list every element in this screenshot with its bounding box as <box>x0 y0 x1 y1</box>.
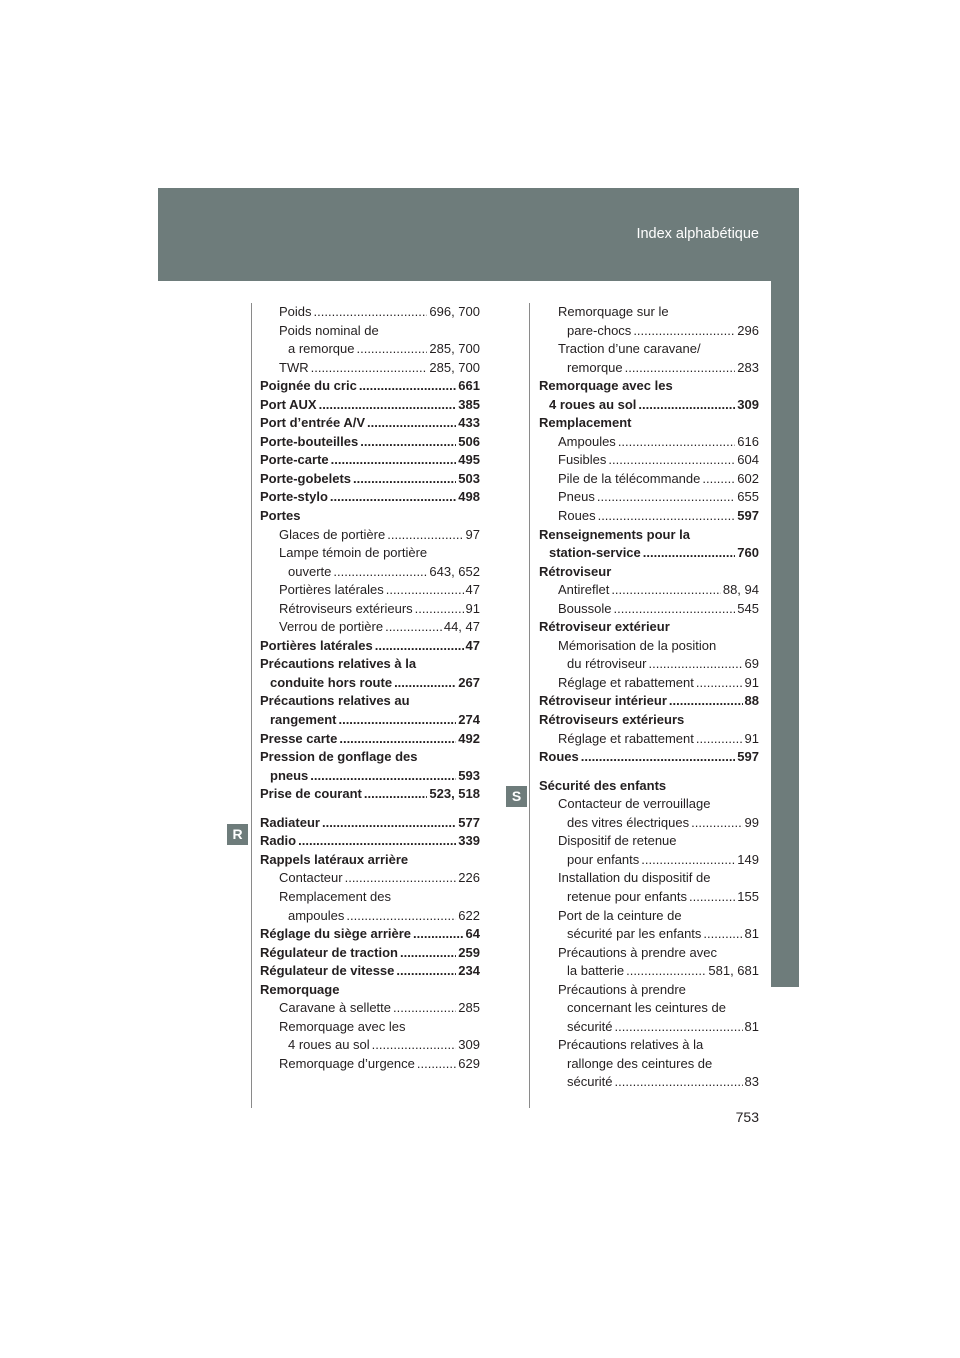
entry-text: Contacteur <box>279 870 343 886</box>
entry-text: retenue pour enfants <box>567 888 687 904</box>
entry-page: 69 <box>744 656 759 672</box>
entry-text: Régulateur de traction <box>260 944 398 960</box>
index-entry <box>260 981 480 1000</box>
dot-leader <box>385 618 442 637</box>
index-entry <box>539 340 759 359</box>
dot-leader <box>625 359 736 378</box>
entry-page: 385 <box>458 396 480 412</box>
index-entry <box>539 581 759 600</box>
entry-text: ampoules <box>288 907 345 923</box>
dot-leader <box>415 600 464 619</box>
entry-text: la batterie <box>567 963 625 979</box>
entry-text: sécurité <box>567 1018 613 1034</box>
dot-leader <box>394 674 456 693</box>
entry-text: Verrou de portière <box>279 619 384 635</box>
dot-leader <box>364 785 428 804</box>
entry-text: Porte-carte <box>260 452 329 468</box>
entry-page: 545 <box>737 600 759 616</box>
entry-text: a remorque <box>288 341 355 357</box>
entry-page: 506 <box>458 433 480 449</box>
entry-page: 696, 700 <box>429 304 480 319</box>
dot-leader <box>393 999 456 1018</box>
index-entry <box>260 674 480 693</box>
entry-text: Dispositif de retenue <box>558 833 677 849</box>
letter-badge-s: S <box>506 786 527 807</box>
index-entry <box>539 962 759 981</box>
dot-leader <box>638 396 735 415</box>
entry-text: Pneus <box>558 489 595 505</box>
entry-text: Précautions à prendre avec <box>558 944 717 960</box>
entry-text: Poids nominal de <box>279 322 379 338</box>
dot-leader <box>360 433 456 452</box>
entry-text: Régulateur de vitesse <box>260 963 395 979</box>
index-entry <box>260 748 480 767</box>
entry-page: 267 <box>458 674 480 690</box>
entry-page: 495 <box>458 452 480 468</box>
dot-leader <box>339 730 456 749</box>
index-entry <box>539 322 759 341</box>
index-entry <box>539 377 759 396</box>
entry-text: Presse carte <box>260 730 338 746</box>
entry-page: 47 <box>465 637 480 653</box>
entry-text: Rétroviseur intérieur <box>539 693 667 709</box>
entry-text: Radio <box>260 833 297 849</box>
dot-leader <box>298 832 456 851</box>
entry-page: 81 <box>744 1018 759 1034</box>
entry-page: 91 <box>465 600 480 616</box>
index-entry <box>260 303 480 322</box>
index-entry <box>539 1018 759 1037</box>
dot-leader <box>319 396 457 415</box>
dot-leader <box>615 1073 743 1092</box>
entry-page: 226 <box>458 870 480 886</box>
index-entry <box>260 730 480 749</box>
entry-text: Installation du dispositif de <box>558 870 711 886</box>
index-entry <box>260 711 480 730</box>
dot-leader <box>387 526 463 545</box>
entry-text: Porte-stylo <box>260 489 328 505</box>
dot-leader <box>633 322 735 341</box>
index-column-left <box>260 303 480 1073</box>
entry-page: 44, 47 <box>443 619 480 635</box>
index-entry <box>260 618 480 637</box>
entry-text: Réglage et rabattement <box>558 730 694 746</box>
dot-leader <box>314 303 428 322</box>
page-number: 753 <box>735 1109 759 1125</box>
index-entry <box>260 563 480 582</box>
entry-page: 492 <box>458 730 480 746</box>
entry-page: 655 <box>737 489 759 505</box>
index-entry <box>260 832 480 851</box>
dot-leader <box>367 414 456 433</box>
entry-text: concernant les ceintures de <box>567 1000 726 1016</box>
entry-text: conduite hors route <box>270 674 393 690</box>
index-entry <box>539 618 759 637</box>
entry-text: Remorquage <box>260 981 340 997</box>
entry-page: 285 <box>458 1000 480 1016</box>
entry-text: Traction d’une caravane/ <box>558 341 701 357</box>
index-entry <box>539 711 759 730</box>
index-entry <box>539 674 759 693</box>
index-entry <box>260 414 480 433</box>
index-entry <box>260 488 480 507</box>
entry-page: 577 <box>458 814 480 830</box>
dot-leader <box>322 814 456 833</box>
index-entry <box>539 396 759 415</box>
entry-page: 285, 700 <box>429 341 480 357</box>
entry-text: Port de la ceinture de <box>558 907 682 923</box>
dot-leader <box>702 470 735 489</box>
dot-leader <box>310 767 456 786</box>
index-entry <box>539 814 759 833</box>
dot-leader <box>331 451 457 470</box>
index-entry <box>260 1036 480 1055</box>
entry-page: 593 <box>458 767 480 783</box>
entry-text: Poids <box>279 304 312 319</box>
index-entry <box>539 507 759 526</box>
entry-text: Boussole <box>558 600 612 616</box>
index-entry <box>260 814 480 833</box>
entry-text: Caravane à sellette <box>279 1000 392 1016</box>
entry-text: Porte-bouteilles <box>260 433 359 449</box>
entry-text: Renseignements pour la <box>539 526 690 542</box>
index-entry <box>260 907 480 926</box>
index-entry <box>539 1073 759 1092</box>
entry-page: 629 <box>458 1055 480 1071</box>
index-entry <box>260 544 480 563</box>
entry-page: 433 <box>458 415 480 431</box>
index-entry <box>539 832 759 851</box>
entry-text: Remorquage avec les <box>539 378 673 394</box>
dot-leader <box>696 674 743 693</box>
index-entry <box>260 1018 480 1037</box>
entry-page: 760 <box>737 545 759 561</box>
dot-leader <box>353 470 456 489</box>
entry-text: Fusibles <box>558 452 607 468</box>
entry-text: Rétroviseurs extérieurs <box>539 712 685 728</box>
index-entry <box>539 692 759 711</box>
entry-text: Roues <box>558 508 596 524</box>
index-entry <box>260 396 480 415</box>
index-entry <box>539 359 759 378</box>
entry-text: sécurité par les enfants <box>567 926 702 942</box>
index-entry <box>539 544 759 563</box>
entry-text: Remorquage d’urgence <box>279 1055 415 1071</box>
entry-text: Sécurité des enfants <box>539 777 667 793</box>
entry-page: 643, 652 <box>429 563 480 579</box>
entry-page: 523, 518 <box>429 786 480 802</box>
entry-text: Réglage et rabattement <box>558 674 694 690</box>
index-entry <box>539 1036 759 1055</box>
entry-text: Poignée du cric <box>260 378 357 394</box>
index-entry <box>539 748 759 767</box>
dot-leader <box>413 925 464 944</box>
entry-text: Port AUX <box>260 396 317 412</box>
entry-page: 309 <box>737 396 759 412</box>
entry-page: 88, 94 <box>722 582 759 598</box>
entry-text: rallonge des ceintures de <box>567 1055 713 1071</box>
entry-text: station-service <box>549 545 641 561</box>
index-entry <box>260 944 480 963</box>
dot-leader <box>597 488 735 507</box>
dot-leader <box>359 377 456 396</box>
entry-text: Remplacement des <box>279 888 391 904</box>
entry-text: Contacteur de verrouillage <box>558 796 711 812</box>
entry-page: 99 <box>744 814 759 830</box>
entry-text: Porte-gobelets <box>260 470 352 486</box>
entry-page: 47 <box>465 582 480 598</box>
middle-divider <box>529 303 530 1108</box>
entry-text: des vitres électriques <box>567 814 690 830</box>
dot-leader <box>330 488 456 507</box>
entry-page: 604 <box>737 452 759 468</box>
entry-page: 91 <box>744 730 759 746</box>
entry-page: 503 <box>458 470 480 486</box>
index-entry <box>539 655 759 674</box>
entry-text: rangement <box>270 712 337 728</box>
entry-page: 285, 700 <box>429 359 480 375</box>
header-band <box>158 188 799 281</box>
entry-page: 597 <box>737 508 759 524</box>
index-entry <box>260 999 480 1018</box>
index-entry <box>260 851 480 870</box>
dot-leader <box>643 544 736 563</box>
entry-page: 283 <box>737 359 759 375</box>
entry-page: 602 <box>737 470 759 486</box>
index-entry <box>539 1055 759 1074</box>
entry-text: 4 roues au sol <box>549 396 637 412</box>
index-entry <box>539 563 759 582</box>
entry-text: Mémorisation de la position <box>558 637 717 653</box>
entry-text: Radiateur <box>260 814 320 830</box>
entry-text: Portières latérales <box>279 582 384 598</box>
entry-text: Rappels latéraux arrière <box>260 851 409 867</box>
entry-text: Rétroviseurs extérieurs <box>279 600 413 616</box>
index-entry <box>260 1055 480 1074</box>
dot-leader <box>669 692 743 711</box>
index-entry <box>260 692 480 711</box>
entry-text: Antireflet <box>558 582 610 598</box>
entry-text: Port d’entrée A/V <box>260 415 365 431</box>
entry-text: Glaces de portière <box>279 526 386 542</box>
entry-text: du rétroviseur <box>567 656 647 672</box>
dot-leader <box>372 1036 457 1055</box>
index-entry <box>260 526 480 545</box>
entry-text: Roues <box>539 749 579 765</box>
entry-page: 88 <box>744 693 759 709</box>
entry-text: Rétroviseur extérieur <box>539 619 670 635</box>
entry-page: 234 <box>458 963 480 979</box>
entry-text: Précautions à prendre <box>558 981 686 997</box>
entry-text: Précautions relatives à la <box>260 656 417 672</box>
entry-text: Rétroviseur <box>539 563 612 579</box>
index-entry <box>539 414 759 433</box>
dot-leader <box>417 1055 456 1074</box>
index-entry <box>260 340 480 359</box>
entry-page: 296 <box>737 322 759 338</box>
index-entry <box>260 507 480 526</box>
entry-text: pour enfants <box>567 851 640 867</box>
dot-leader <box>613 600 735 619</box>
index-column-right <box>539 303 759 1092</box>
entry-page: 309 <box>458 1037 480 1053</box>
dot-leader <box>703 925 742 944</box>
dot-leader <box>375 637 464 656</box>
index-entry <box>260 470 480 489</box>
entry-text: Précautions relatives à la <box>558 1037 704 1053</box>
index-entry <box>260 377 480 396</box>
entry-text: Pression de gonflage des <box>260 749 418 765</box>
entry-page: 149 <box>737 851 759 867</box>
index-entry <box>539 795 759 814</box>
dot-leader <box>338 711 456 730</box>
entry-text: pare-chocs <box>567 322 632 338</box>
index-entry <box>260 785 480 804</box>
entry-page: 622 <box>458 907 480 923</box>
dot-leader <box>689 888 735 907</box>
entry-page: 661 <box>458 378 480 394</box>
index-entry <box>539 600 759 619</box>
dot-leader <box>311 359 428 378</box>
index-entry <box>539 944 759 963</box>
entry-page: 498 <box>458 489 480 505</box>
index-entry <box>539 925 759 944</box>
entry-text: Pile de la télécommande <box>558 470 701 486</box>
index-entry <box>260 359 480 378</box>
entry-page: 83 <box>744 1074 759 1090</box>
index-entry <box>260 600 480 619</box>
index-entry <box>260 925 480 944</box>
dot-leader <box>581 748 736 767</box>
entry-page: 155 <box>737 888 759 904</box>
index-entry <box>539 981 759 1000</box>
entry-text: Précautions relatives au <box>260 693 410 709</box>
entry-text: Remorquage avec les <box>279 1018 406 1034</box>
index-entry <box>260 451 480 470</box>
index-entry <box>539 451 759 470</box>
dot-leader <box>396 962 456 981</box>
dot-leader <box>641 851 735 870</box>
entry-page: 274 <box>458 712 480 728</box>
index-entry <box>539 851 759 870</box>
dot-leader <box>615 1018 743 1037</box>
index-entry <box>539 730 759 749</box>
entry-page: 597 <box>737 749 759 765</box>
entry-text: ouverte <box>288 563 332 579</box>
index-entry <box>260 433 480 452</box>
dot-leader <box>626 962 706 981</box>
entry-page: 581, 681 <box>708 963 759 979</box>
entry-text: Ampoules <box>558 433 616 449</box>
dot-leader <box>598 507 736 526</box>
dot-leader <box>608 451 735 470</box>
entry-page: 91 <box>744 674 759 690</box>
entry-text: Portes <box>260 508 301 524</box>
dot-leader <box>696 730 743 749</box>
entry-text: Réglage du siège arrière <box>260 926 412 942</box>
dot-leader <box>386 581 464 600</box>
index-entry <box>260 637 480 656</box>
index-entry <box>539 999 759 1018</box>
dot-leader <box>356 340 427 359</box>
index-entry <box>539 526 759 545</box>
dot-leader <box>345 869 457 888</box>
index-entry <box>260 655 480 674</box>
entry-page: 97 <box>465 526 480 542</box>
letter-badge-r: R <box>227 824 248 845</box>
index-entry <box>539 470 759 489</box>
index-entry <box>539 303 759 322</box>
index-entry <box>260 581 480 600</box>
index-entry <box>260 322 480 341</box>
index-entry <box>539 637 759 656</box>
dot-leader <box>346 907 456 926</box>
entry-page: 64 <box>465 926 480 942</box>
index-entry <box>539 869 759 888</box>
dot-leader <box>618 433 735 452</box>
entry-text: Portières latérales <box>260 637 373 653</box>
index-entry <box>260 869 480 888</box>
entry-text: TWR <box>279 359 309 375</box>
entry-page: 259 <box>458 944 480 960</box>
dot-leader <box>400 944 456 963</box>
entry-page: 339 <box>458 833 480 849</box>
entry-text: Remorquage sur le <box>558 304 669 319</box>
index-entry <box>539 888 759 907</box>
index-entry <box>260 767 480 786</box>
entry-page: 616 <box>737 433 759 449</box>
index-entry <box>539 433 759 452</box>
index-entry <box>539 777 759 796</box>
entry-text: pneus <box>270 767 309 783</box>
index-entry <box>539 907 759 926</box>
dot-leader <box>611 581 721 600</box>
dot-leader <box>333 563 427 582</box>
entry-page: 81 <box>744 926 759 942</box>
entry-text: Lampe témoin de portière <box>279 545 428 561</box>
section-title: Index alphabétique <box>636 226 759 242</box>
chapter-thumb-tab <box>771 281 799 987</box>
entry-text: remorque <box>567 359 623 375</box>
entry-text: 4 roues au sol <box>288 1037 370 1053</box>
left-divider <box>251 303 252 1108</box>
entry-text: sécurité <box>567 1074 613 1090</box>
entry-text: Remplacement <box>539 415 632 431</box>
dot-leader <box>648 655 742 674</box>
index-entry <box>260 888 480 907</box>
index-entry <box>260 962 480 981</box>
index-entry <box>539 488 759 507</box>
dot-leader <box>691 814 742 833</box>
entry-text: Prise de courant <box>260 786 362 802</box>
